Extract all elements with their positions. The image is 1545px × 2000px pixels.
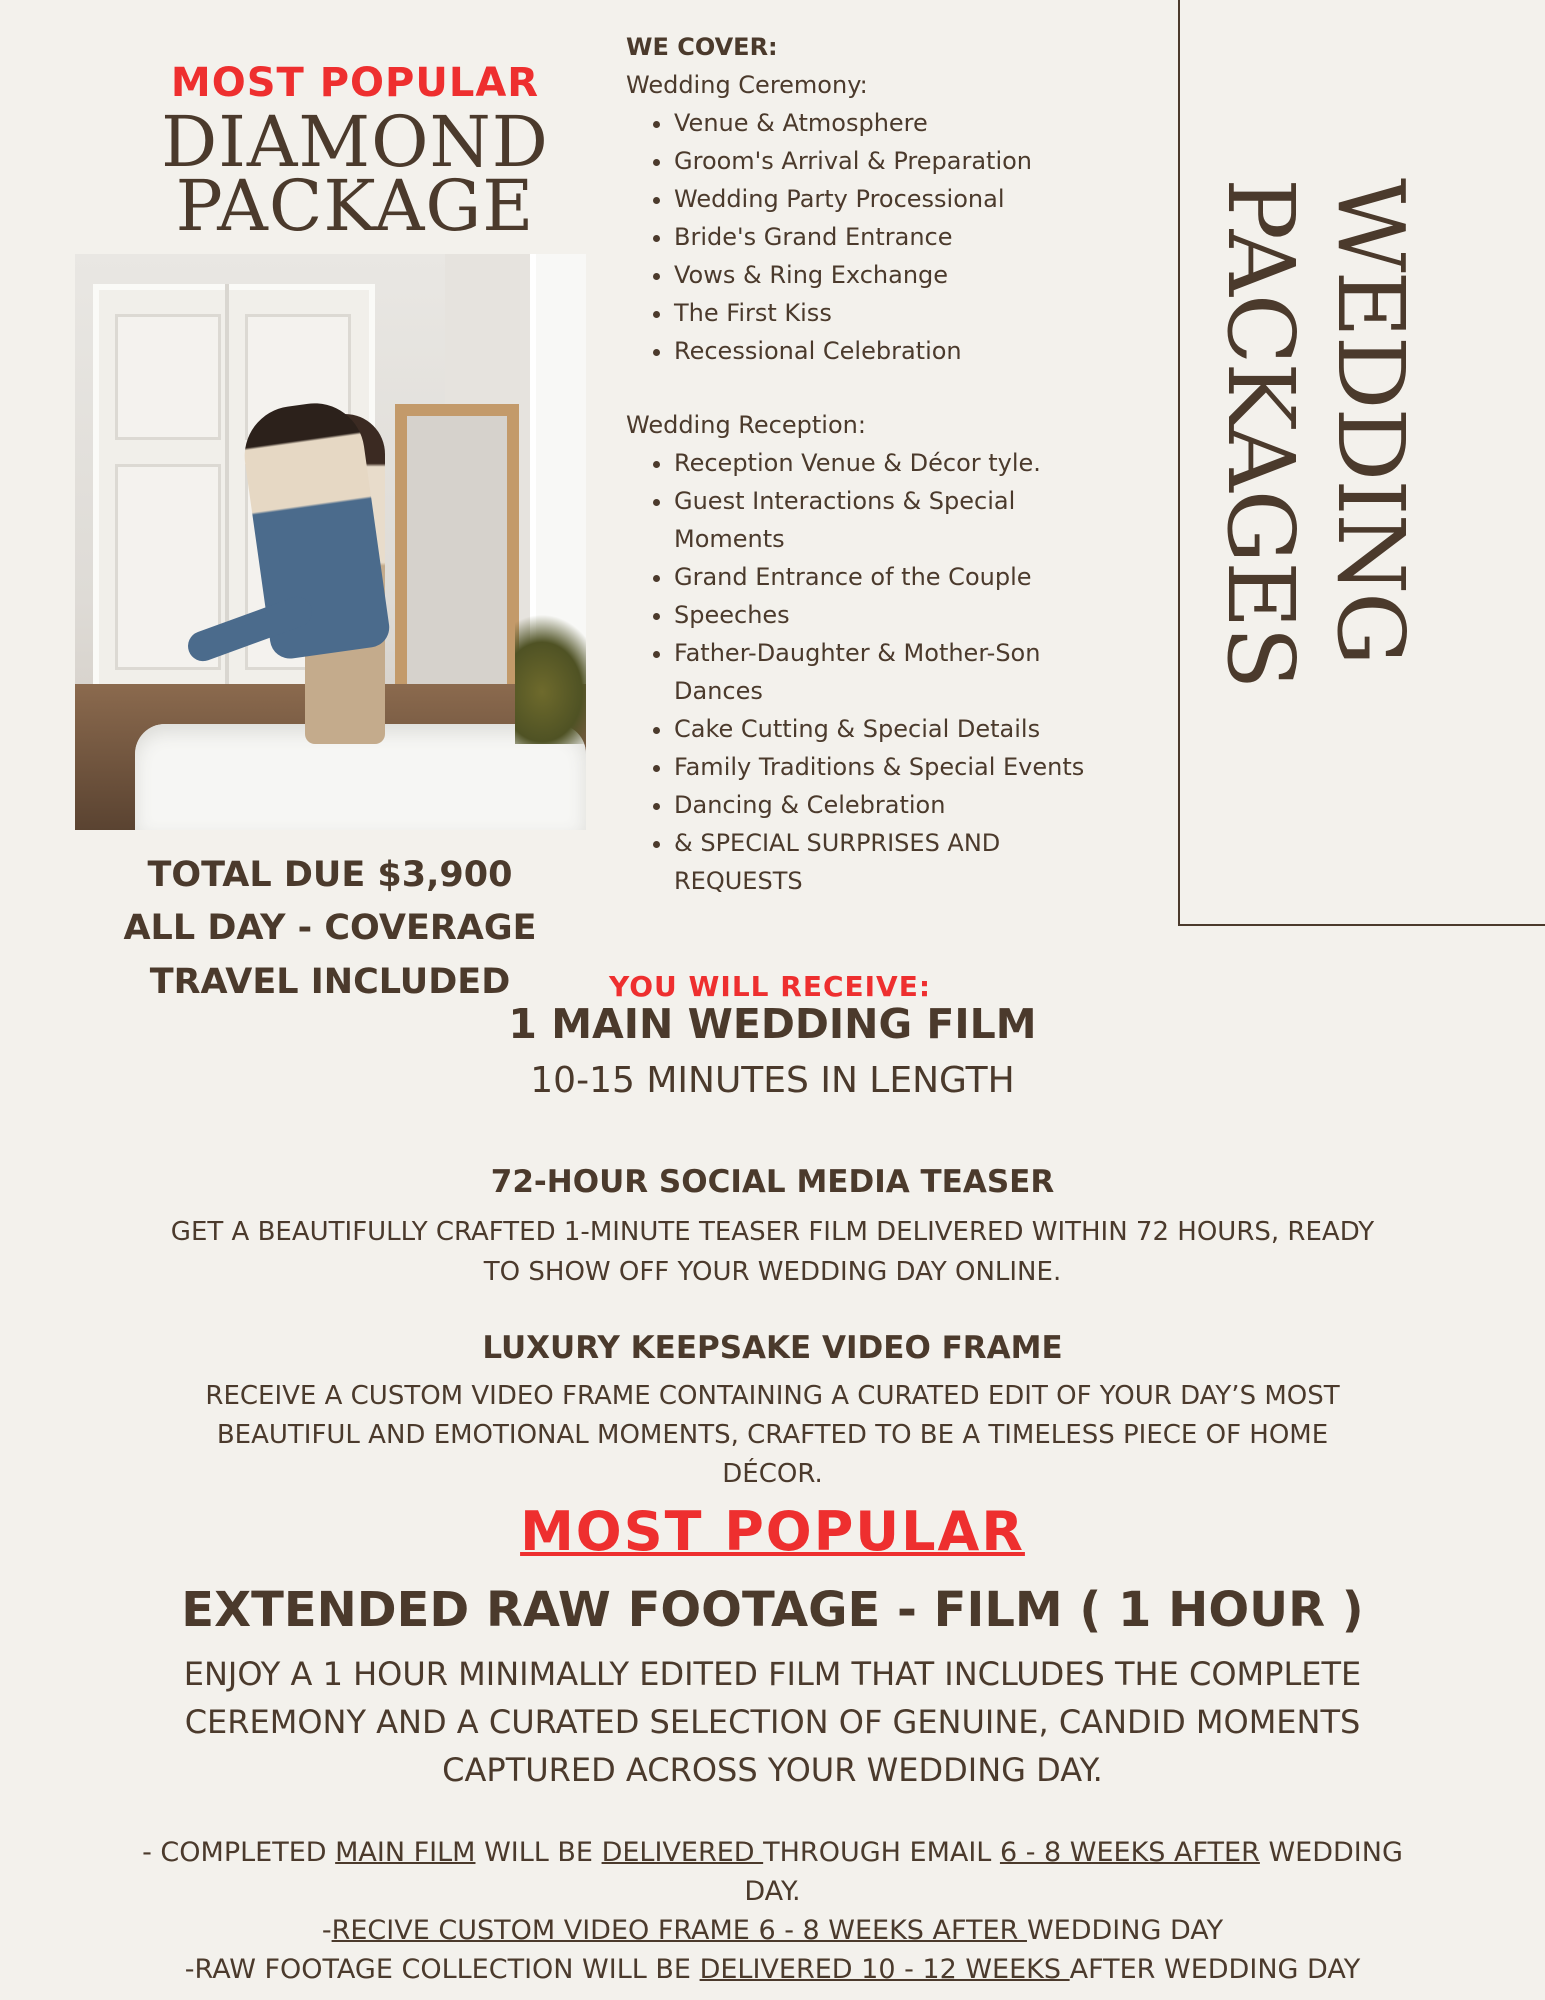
wedding-packages-box	[1178, 0, 1545, 926]
delivery-line-main-film	[140, 1833, 1405, 1911]
delivery-notes	[140, 1833, 1405, 1989]
teaser-title: 72-HOUR SOCIAL MEDIA TEASER	[490, 1164, 1055, 1200]
list-item: • Grand Entrance of the Couple	[674, 558, 1146, 596]
wedding-packages-title	[1205, 178, 1425, 778]
delivery-underline: MAIN FILM	[335, 1837, 476, 1868]
delivery-line-raw-footage	[140, 1950, 1405, 1989]
list-item: • Family Traditions & Special Events	[674, 748, 1146, 786]
travel-line: TRAVEL INCLUDED	[149, 962, 511, 1002]
ceremony-list	[626, 104, 1146, 370]
delivery-text: WEDDING DAY.	[744, 1837, 1403, 1907]
delivery-text: -	[321, 1915, 332, 1946]
list-item: • Venue & Atmosphere	[674, 104, 1146, 142]
package-title	[120, 101, 590, 247]
ceremony-heading: Wedding Ceremony:	[626, 71, 868, 99]
list-item: • Groom's Arrival & Preparation	[674, 142, 1146, 180]
list-item: • Recessional Celebration	[674, 332, 1146, 370]
video-frame-description: RECEIVE A CUSTOM VIDEO FRAME CONTAINING A CURATED EDIT OF YOUR DAY’S MOST BEAUTIFUL AND EMOTIONAL MOMENTS, CRAFTED TO BE A TIMELESS PIECE OF HOME DÉCOR.	[205, 1381, 1340, 1489]
vertical-title-line1: WEDDING	[1317, 178, 1424, 664]
most-popular-label	[120, 1500, 1425, 1563]
film-length: 10-15 MINUTES IN LENGTH	[530, 1060, 1015, 1101]
package-title-line1: DIAMOND	[161, 101, 549, 183]
raw-footage-description: ENJOY A 1 HOUR MINIMALLY EDITED FILM THAT INCLUDES THE COMPLETE CEREMONY AND A CURATED SELECTION OF GENUINE, CANDID MOMENTS CAPTURED ACROSS YOUR WEDDING DAY.	[183, 1655, 1362, 1789]
list-item: • Guest Interactions & Special Moments	[674, 482, 1054, 558]
most-popular-text: MOST POPULAR	[520, 1500, 1025, 1563]
list-item: • Speeches	[674, 596, 1146, 634]
delivery-underline: 6 - 8 WEEKS AFTER	[999, 1837, 1260, 1868]
delivery-text: WILL BE	[475, 1837, 602, 1868]
delivery-underline: DELIVERED	[601, 1837, 764, 1868]
vertical-title-line2: PACKAGES	[1207, 178, 1314, 688]
list-item: • Wedding Party Processional	[674, 180, 1146, 218]
we-cover-section	[626, 28, 1146, 900]
list-item: • Father-Daughter & Mother-Son Dances	[674, 634, 1084, 710]
we-cover-heading: WE COVER:	[626, 33, 778, 61]
delivery-text: WEDDING DAY	[1026, 1915, 1224, 1946]
delivery-text: AFTER WEDDING DAY	[1069, 1954, 1361, 1985]
list-item: • Vows & Ring Exchange	[674, 256, 1146, 294]
reception-heading: Wedding Reception:	[626, 411, 866, 439]
list-item: • & SPECIAL SURPRISES AND REQUESTS	[674, 824, 1054, 900]
delivery-underline: DELIVERED 10 - 12 WEEKS	[699, 1954, 1070, 1985]
delivery-text: -RAW FOOTAGE COLLECTION WILL BE	[184, 1954, 700, 1985]
list-item: • Reception Venue & Décor tyle.	[674, 444, 1146, 482]
delivery-text: - COMPLETED	[142, 1837, 336, 1868]
video-frame-title: LUXURY KEEPSAKE VIDEO FRAME	[482, 1330, 1063, 1366]
main-film-title: 1 MAIN WEDDING FILM	[508, 1000, 1037, 1048]
delivery-underline: RECIVE CUSTOM VIDEO FRAME 6 - 8 WEEKS AFTER	[331, 1915, 1027, 1946]
reception-list	[626, 444, 1146, 900]
list-item: • Cake Cutting & Special Details	[674, 710, 1146, 748]
total-due: TOTAL DUE $3,900	[147, 855, 513, 895]
delivery-line-video-frame	[140, 1911, 1405, 1950]
raw-footage-title: EXTENDED RAW FOOTAGE - FILM ( 1 HOUR )	[181, 1582, 1364, 1638]
couple-photo	[75, 254, 586, 830]
most-popular-badge: MOST POPULAR	[170, 60, 540, 106]
teaser-description: GET A BEAUTIFULLY CRAFTED 1-MINUTE TEASER FILM DELIVERED WITHIN 72 HOURS, READY TO SHOW OFF YOUR WEDDING DAY ONLINE.	[170, 1217, 1375, 1287]
delivery-text: THROUGH EMAIL	[763, 1837, 1000, 1868]
list-item: • Dancing & Celebration	[674, 786, 1146, 824]
coverage-line: ALL DAY - COVERAGE	[123, 908, 537, 948]
you-will-receive-heading: YOU WILL RECEIVE:	[608, 970, 932, 1003]
package-title-line2: PACKAGE	[175, 165, 535, 247]
list-item: • The First Kiss	[674, 294, 1146, 332]
list-item: • Bride's Grand Entrance	[674, 218, 1146, 256]
